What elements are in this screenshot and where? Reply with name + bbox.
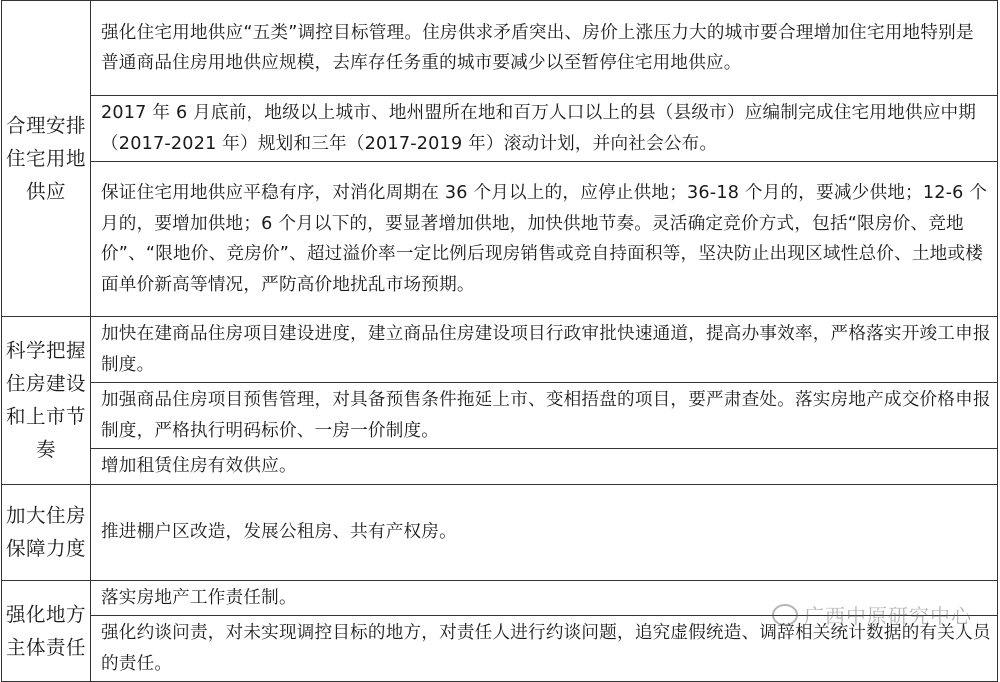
category-label: 强化地方主体责任 [5, 602, 86, 659]
category-label: 加大住房保障力度 [5, 504, 86, 560]
category-cell [2, 1, 91, 317]
category-cell [2, 317, 91, 485]
item-cell: 加快在建商品住房项目建设进度，建立商品住房建设项目行政审批快速通道，提高办事效率，严格落实开竣工申报制度。 [91, 317, 998, 383]
table-row [2, 162, 998, 317]
table-row [2, 317, 998, 383]
category-cell [2, 484, 91, 580]
table-row [2, 449, 998, 485]
item-cell: 2017 年 6 月底前，地级以上城市、地州盟所在地和百万人口以上的县（县级市）应编制完成住宅用地供应中期（2017-2021 年）规划和三年（2017-2019 年）滚动计划，并向社会公布。 [91, 96, 998, 162]
item-cell: 落实房地产工作责任制。 [91, 580, 998, 616]
table-row [2, 96, 998, 162]
table-row [2, 383, 998, 449]
item-cell: 增加租赁住房有效供应。 [91, 449, 998, 485]
item-cell: 强化约谈问责，对未实现调控目标的地方，对责任人进行约谈问题，追究虚假统造、调辞相关统计数据的有关人员的责任。 [91, 616, 998, 682]
policy-table [1, 0, 998, 682]
item-cell: 保证住宅用地供应平稳有序，对消化周期在 36 个月以上的，应停止供地；36-18 个月的，要减少供地；12-6 个月的，要增加供地；6 个月以下的，要显著增加供地，加快供地节奏。灵活确定竞价方式，包括“限房价、竞地价”、“限地价、竞房价”、超过溢价率一定比例后现房销售或竞自持面积等，坚决防止出现区域性总价、土地或楼面单价新高等情况，严防高价地扰乱市场预期。 [91, 162, 998, 317]
table-row [2, 484, 998, 580]
category-label: 科学把握住房建设和上市节奏 [5, 339, 86, 462]
item-cell: 推进棚户区改造，发展公租房、共有产权房。 [91, 484, 998, 580]
category-cell [2, 580, 91, 682]
item-cell: 加强商品住房项目预售管理，对具备预售条件拖延上市、变相捂盘的项目，要严肃查处。落实房地产成交价格申报制度，严格执行明码标价、一房一价制度。 [91, 383, 998, 449]
watermark [772, 600, 972, 629]
watermark-text: 广西中原研究中心 [804, 604, 972, 628]
table-row [2, 1, 998, 96]
item-cell: 强化住宅用地供应“五类”调控目标管理。住房供求矛盾突出、房价上涨压力大的城市要合理增加住宅用地特别是普通商品住房用地供应规模，去库存任务重的城市要减少以至暂停住宅用地供应。 [91, 1, 998, 96]
category-label: 合理安排住宅用地供应 [5, 114, 86, 203]
wechat-icon [772, 604, 798, 626]
